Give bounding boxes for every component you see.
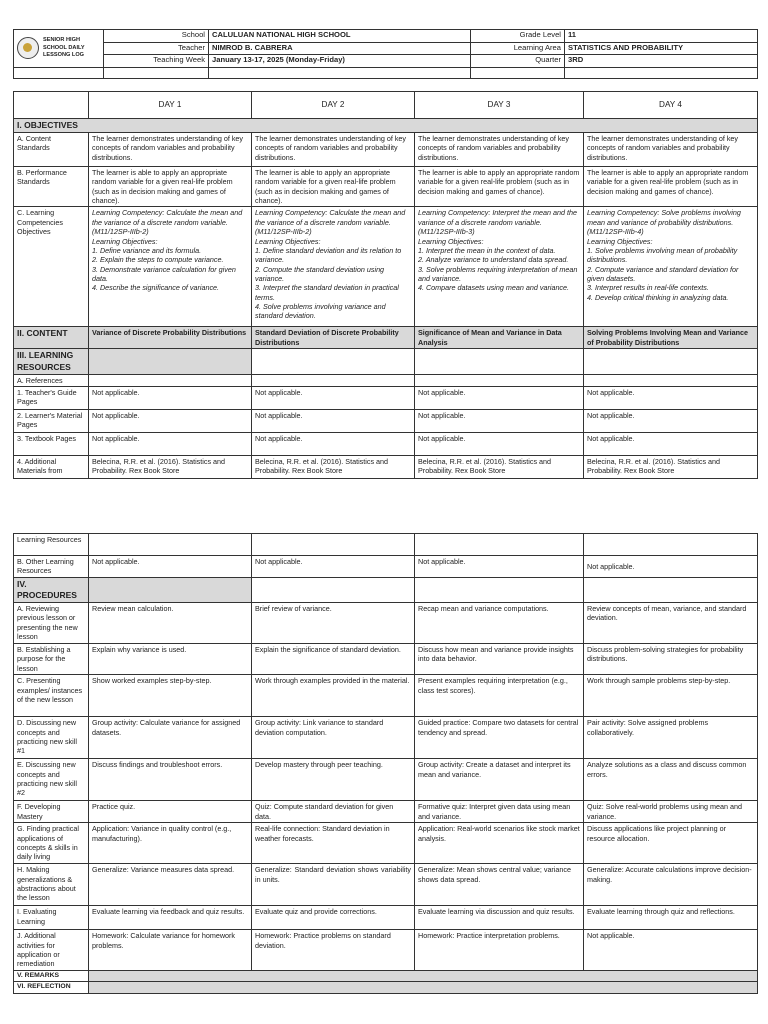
objectives-heading: I. OBJECTIVES bbox=[14, 119, 758, 133]
textbook-cell: Not applicable. bbox=[415, 432, 584, 455]
procedure-cell: Application: Real-world scenarios like stock market analysis. bbox=[415, 823, 584, 864]
topic-cell: Solving Problems Involving Mean and Variance of Probability Distributions bbox=[584, 327, 758, 349]
competency-cell: Learning Competency: Calculate the mean and the variance of a discrete random variable. (M11/12SP-IIIb-2) Learning Objectives: 1. Define standard deviation and its relation to variance. 2. Compute the standard deviation using variance. 3. Interpret the standard deviation in practical terms. 4. Solve problems involving variance and standard deviation. bbox=[252, 207, 415, 327]
performance-standard-cell: The learner is able to apply an appropriate random variable for a given real-life problem (such as in decision making and games of chance). bbox=[584, 167, 758, 207]
procedure-cell: Evaluate learning via feedback and quiz results. bbox=[89, 906, 252, 930]
procedure-cell: Guided practice: Compare two datasets for central tendency and spread. bbox=[415, 717, 584, 759]
procedure-cell: Discuss how mean and variance provide insights into data behavior. bbox=[415, 644, 584, 675]
day-3-header: DAY 3 bbox=[415, 92, 584, 119]
topic-cell: Significance of Mean and Variance in Data Analysis bbox=[415, 327, 584, 349]
procedure-cell: Group activity: Calculate variance for assigned datasets. bbox=[89, 717, 252, 759]
learner-material-cell: Not applicable. bbox=[89, 409, 252, 432]
competencies-label: C. Learning Competencies Objectives bbox=[14, 207, 89, 327]
competency-cell: Learning Competency: Solve problems involving mean and variance of probability distributions. (M11/12SP-IIIb-4) Learning Objectives: 1. Solve problems involving mean of probability distributions. 2. Compute variance and standard deviation for given datasets. 3. Interpret results in real-life contexts. 4. Develop critical thinking in analyzing data. bbox=[584, 207, 758, 327]
teacher-guide-cell: Not applicable. bbox=[584, 386, 758, 409]
procedure-label: I. Evaluating Learning bbox=[14, 906, 89, 930]
header-table bbox=[13, 29, 758, 79]
textbook-cell: Not applicable. bbox=[252, 432, 415, 455]
procedure-cell: Recap mean and variance computations. bbox=[415, 603, 584, 644]
week-label: Teaching Week bbox=[104, 55, 209, 68]
content-standard-cell: The learner demonstrates understanding of key concepts of random variables and probability distributions. bbox=[89, 133, 252, 167]
area-value: STATISTICS AND PROBABILITY bbox=[565, 42, 758, 55]
procedure-cell: Explain the significance of standard deviation. bbox=[252, 644, 415, 675]
procedure-label: F. Developing Mastery bbox=[14, 801, 89, 823]
procedure-cell: Review mean calculation. bbox=[89, 603, 252, 644]
procedure-cell: Generalize: Standard deviation shows variability in units. bbox=[252, 864, 415, 906]
procedure-cell: Develop mastery through peer teaching. bbox=[252, 759, 415, 801]
content-standards-label: A. Content Standards bbox=[14, 133, 89, 167]
school-label: School bbox=[104, 30, 209, 43]
procedure-cell: Quiz: Compute standard deviation for given data. bbox=[252, 801, 415, 823]
procedure-label: C. Presenting examples/ instances of the new lesson bbox=[14, 675, 89, 717]
procedure-cell: Evaluate learning via discussion and quiz results. bbox=[415, 906, 584, 930]
additional-materials-cell: Belecina, R.R. et al. (2016). Statistics and Probability. Rex Book Store bbox=[252, 455, 415, 478]
content-standard-cell: The learner demonstrates understanding of key concepts of random variables and probability distributions. bbox=[252, 133, 415, 167]
logo-text: SENIOR HIGH SCHOOL DAILY LESSONG LOG bbox=[43, 37, 85, 58]
procedure-cell: Discuss findings and troubleshoot errors. bbox=[89, 759, 252, 801]
procedure-cell: Analyze solutions as a class and discuss common errors. bbox=[584, 759, 758, 801]
lesson-table-page1 bbox=[13, 91, 758, 479]
procedure-label: B. Establishing a purpose for the lesson bbox=[14, 644, 89, 675]
teacher-label: Teacher bbox=[104, 42, 209, 55]
competency-cell: Learning Competency: Interpret the mean and the variance of a discrete random variable. (M11/12SP-IIIb-3) Learning Objectives: 1. Interpret the mean in the context of data. 2. Analyze variance to understand data spread. 3. Solve problems requiring interpretation of mean and variance. 4. Compare datasets using mean and variance. bbox=[415, 207, 584, 327]
procedure-cell: Quiz: Solve real-world problems using mean and variance. bbox=[584, 801, 758, 823]
procedure-cell: Work through examples provided in the material. bbox=[252, 675, 415, 717]
teacher-guide-cell: Not applicable. bbox=[252, 386, 415, 409]
logo-cell bbox=[14, 30, 104, 68]
procedure-label: E. Discussing new concepts and practicing new skill #2 bbox=[14, 759, 89, 801]
procedure-cell: Evaluate learning through quiz and reflections. bbox=[584, 906, 758, 930]
week-value: January 13-17, 2025 (Monday-Friday) bbox=[209, 55, 471, 68]
deped-seal-icon bbox=[17, 37, 39, 59]
performance-standard-cell: The learner is able to apply an appropriate random variable for a given real-life problem (such as in decision making and games of chance). bbox=[252, 167, 415, 207]
school-value: CALULUAN NATIONAL HIGH SCHOOL bbox=[209, 30, 471, 43]
other-resources-cell: Not applicable. bbox=[415, 556, 584, 578]
procedure-label: J. Additional activities for application or remediation bbox=[14, 930, 89, 970]
remarks-label: V. REMARKS bbox=[14, 970, 89, 982]
reflection-label: VI. REFLECTION bbox=[14, 982, 89, 994]
other-resources-cell: Not applicable. bbox=[584, 556, 758, 578]
day-1-header: DAY 1 bbox=[89, 92, 252, 119]
content-standard-cell: The learner demonstrates understanding of key concepts of random variables and probability distributions. bbox=[415, 133, 584, 167]
learner-material-cell: Not applicable. bbox=[584, 409, 758, 432]
procedures-heading: IV. PROCEDURES bbox=[14, 578, 89, 603]
lesson-table-page2 bbox=[13, 533, 758, 994]
procedure-cell: Brief review of variance. bbox=[252, 603, 415, 644]
textbook-label: 3. Textbook Pages bbox=[14, 432, 89, 455]
procedure-cell: Review concepts of mean, variance, and standard deviation. bbox=[584, 603, 758, 644]
procedure-label: D. Discussing new concepts and practicing new skill #1 bbox=[14, 717, 89, 759]
topic-cell: Standard Deviation of Discrete Probability Distributions bbox=[252, 327, 415, 349]
resources-heading: III. LEARNING RESOURCES bbox=[14, 349, 89, 374]
performance-standard-cell: The learner is able to apply an appropriate random variable for a given real-life problem (such as in decision making and games of chance). bbox=[89, 167, 252, 207]
learner-material-cell: Not applicable. bbox=[415, 409, 584, 432]
teacher-guide-cell: Not applicable. bbox=[415, 386, 584, 409]
procedure-cell: Homework: Practice problems on standard deviation. bbox=[252, 930, 415, 970]
content-heading: II. CONTENT bbox=[14, 327, 89, 349]
procedure-label: H. Making generalizations & abstractions about the lesson bbox=[14, 864, 89, 906]
procedure-cell: Discuss problem-solving strategies for probability distributions. bbox=[584, 644, 758, 675]
procedure-cell: Homework: Practice interpretation problems. bbox=[415, 930, 584, 970]
learner-material-label: 2. Learner's Material Pages bbox=[14, 409, 89, 432]
procedure-cell: Evaluate quiz and provide corrections. bbox=[252, 906, 415, 930]
area-label: Learning Area bbox=[471, 42, 565, 55]
procedure-cell: Homework: Calculate variance for homework problems. bbox=[89, 930, 252, 970]
learner-material-cell: Not applicable. bbox=[252, 409, 415, 432]
teacher-value: NIMROD B. CABRERA bbox=[209, 42, 471, 55]
additional-materials-cell: Belecina, R.R. et al. (2016). Statistics and Probability. Rex Book Store bbox=[415, 455, 584, 478]
other-resources-cell: Not applicable. bbox=[252, 556, 415, 578]
other-resources-cell: Not applicable. bbox=[89, 556, 252, 578]
procedure-cell: Show worked examples step-by-step. bbox=[89, 675, 252, 717]
procedure-cell: Real-life connection: Standard deviation in weather forecasts. bbox=[252, 823, 415, 864]
procedure-label: A. Reviewing previous lesson or presenting the new lesson bbox=[14, 603, 89, 644]
performance-standard-cell: The learner is able to apply an appropriate random variable for a given real-life problem (such as in decision making and games of chance). bbox=[415, 167, 584, 207]
procedure-cell: Explain why variance is used. bbox=[89, 644, 252, 675]
procedure-label: G. Finding practical applications of concepts & skills in daily living bbox=[14, 823, 89, 864]
additional-materials-cell: Belecina, R.R. et al. (2016). Statistics and Probability. Rex Book Store bbox=[89, 455, 252, 478]
procedure-cell: Practice quiz. bbox=[89, 801, 252, 823]
procedure-cell: Present examples requiring interpretation (e.g., class test scores). bbox=[415, 675, 584, 717]
references-label: A. References bbox=[14, 374, 89, 386]
topic-cell: Variance of Discrete Probability Distributions bbox=[89, 327, 252, 349]
textbook-cell: Not applicable. bbox=[584, 432, 758, 455]
quarter-value: 3RD bbox=[565, 55, 758, 68]
procedure-cell: Work through sample problems step-by-step. bbox=[584, 675, 758, 717]
procedure-cell: Generalize: Variance measures data spread. bbox=[89, 864, 252, 906]
grade-label: Grade Level bbox=[471, 30, 565, 43]
other-resources-label: B. Other Learning Resources bbox=[14, 556, 89, 578]
additional-materials-label-cont: Learning Resources bbox=[14, 534, 89, 556]
day-2-header: DAY 2 bbox=[252, 92, 415, 119]
teacher-guide-cell: Not applicable. bbox=[89, 386, 252, 409]
procedure-cell: Not applicable. bbox=[584, 930, 758, 970]
procedure-cell: Group activity: Link variance to standard deviation computation. bbox=[252, 717, 415, 759]
procedure-cell: Formative quiz: Interpret given data using mean and variance. bbox=[415, 801, 584, 823]
performance-standards-label: B. Performance Standards bbox=[14, 167, 89, 207]
additional-materials-cell: Belecina, R.R. et al. (2016). Statistics and Probability. Rex Book Store bbox=[584, 455, 758, 478]
procedure-cell: Generalize: Accurate calculations improve decision-making. bbox=[584, 864, 758, 906]
procedure-cell: Discuss applications like project planning or resource allocation. bbox=[584, 823, 758, 864]
procedure-cell: Generalize: Mean shows central value; variance shows data spread. bbox=[415, 864, 584, 906]
teacher-guide-label: 1. Teacher's Guide Pages bbox=[14, 386, 89, 409]
content-standard-cell: The learner demonstrates understanding of key concepts of random variables and probability distributions. bbox=[584, 133, 758, 167]
additional-materials-label: 4. Additional Materials from bbox=[14, 455, 89, 478]
textbook-cell: Not applicable. bbox=[89, 432, 252, 455]
procedure-cell: Application: Variance in quality control (e.g., manufacturing). bbox=[89, 823, 252, 864]
procedure-cell: Pair activity: Solve assigned problems collaboratively. bbox=[584, 717, 758, 759]
competency-cell: Learning Competency: Calculate the mean and the variance of a discrete random variable. (M11/12SP-IIIb-2) Learning Objectives: 1. Define variance and its formula. 2. Explain the steps to compute variance. 3. Demonstrate variance calculation for given data. 4. Describe the significance of variance. bbox=[89, 207, 252, 327]
procedure-cell: Group activity: Create a dataset and interpret its mean and variance. bbox=[415, 759, 584, 801]
quarter-label: Quarter bbox=[471, 55, 565, 68]
grade-value: 11 bbox=[565, 30, 758, 43]
day-4-header: DAY 4 bbox=[584, 92, 758, 119]
